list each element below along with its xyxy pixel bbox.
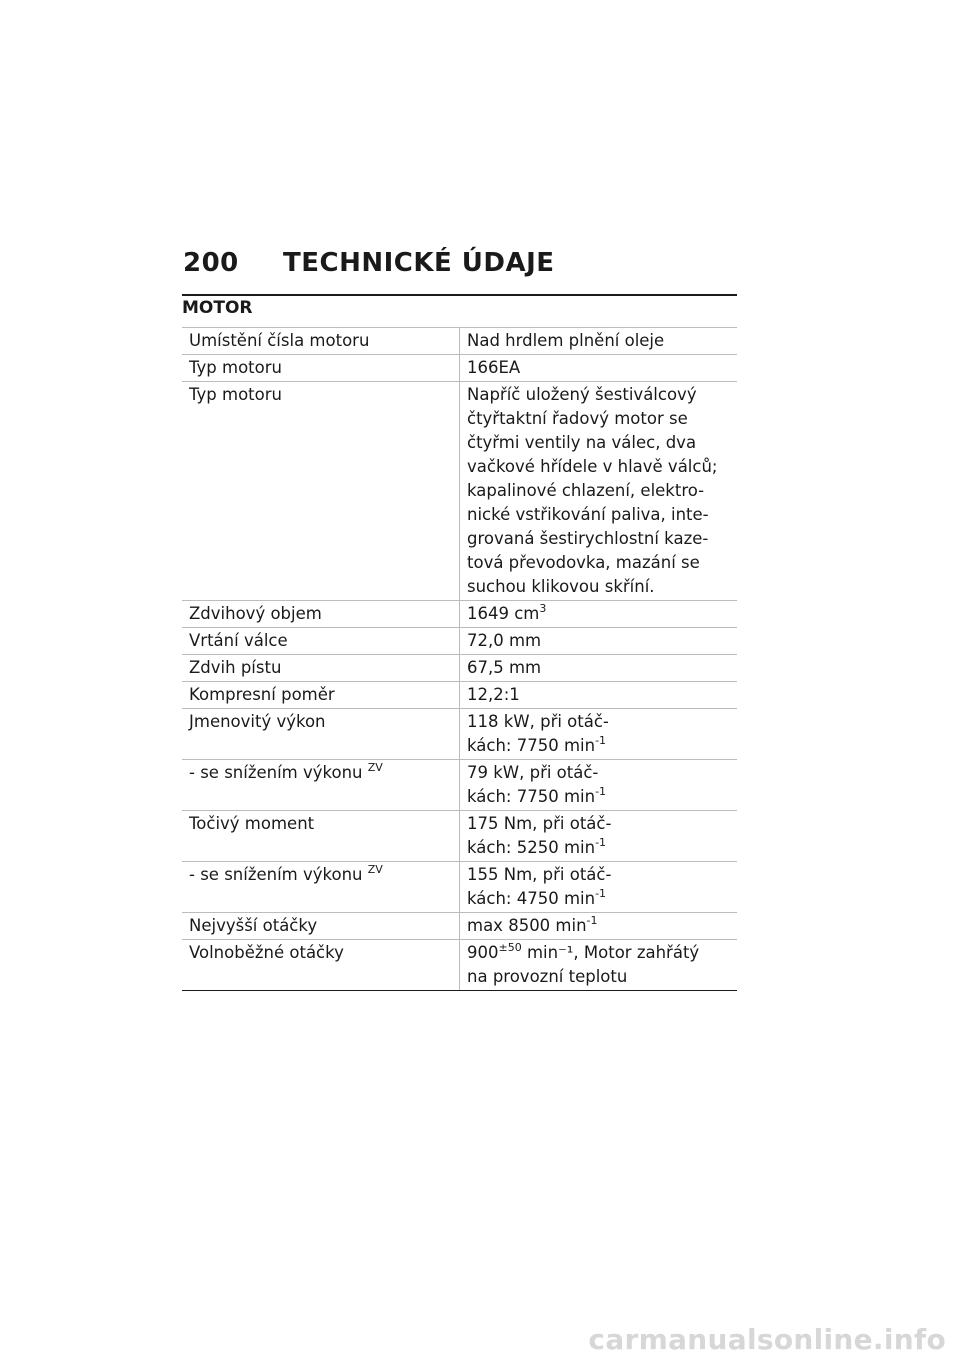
- spec-value: [460, 709, 738, 760]
- engine-spec-table: [182, 328, 737, 991]
- spec-label-text: Točivý moment: [189, 814, 315, 833]
- spec-value-text: 118 kW, při otáč-: [467, 712, 609, 731]
- spec-label-text: Nejvyšší otáčky: [189, 916, 318, 935]
- spec-value-superscript: -1: [595, 886, 607, 900]
- spec-value-line: [467, 503, 731, 527]
- spec-value-line: [467, 656, 731, 680]
- spec-value-superscript: -1: [586, 913, 598, 927]
- table-row: [182, 682, 737, 709]
- spec-value-superscript: -1: [595, 835, 607, 849]
- spec-value-line: [467, 887, 731, 911]
- spec-value-text: 79 kW, při otáč-: [467, 763, 599, 782]
- spec-label-text: Zdvih pístu: [189, 658, 282, 677]
- spec-value-line: [467, 602, 731, 626]
- spec-value-line: [467, 329, 731, 353]
- spec-value-suffix: min⁻¹, Motor zahřátý: [521, 943, 700, 962]
- spec-value-text: vačkové hřídele v hlavě válců;: [467, 457, 718, 476]
- table-row: [182, 355, 737, 382]
- table-row: [182, 760, 737, 811]
- table-row: [182, 709, 737, 760]
- spec-label-text: Umístění čísla motoru: [189, 331, 370, 350]
- spec-label: [182, 328, 460, 355]
- table-row: [182, 382, 737, 601]
- spec-value-text: 166EA: [467, 358, 521, 377]
- spec-value-line: [467, 785, 731, 809]
- spec-label: [182, 709, 460, 760]
- chapter-title: TECHNICKÉ ÚDAJE: [283, 248, 555, 278]
- spec-label: [182, 655, 460, 682]
- spec-value-line: [467, 812, 731, 836]
- spec-label: [182, 382, 460, 601]
- spec-label-text: Zdvihový objem: [189, 604, 322, 623]
- spec-value-text: Napříč uložený šestiválcový: [467, 385, 697, 404]
- spec-value-line: [467, 836, 731, 860]
- spec-value: [460, 355, 738, 382]
- section-rule: [182, 294, 737, 296]
- spec-value-line: [467, 479, 731, 503]
- spec-value-superscript: 3: [539, 601, 547, 615]
- spec-label: [182, 811, 460, 862]
- page-header: [183, 248, 555, 278]
- spec-value: [460, 913, 738, 940]
- spec-value-text: 155 Nm, při otáč-: [467, 865, 612, 884]
- spec-value-line: [467, 383, 731, 407]
- table-row: [182, 811, 737, 862]
- spec-label-text: Typ motoru: [189, 385, 282, 404]
- spec-label: [182, 760, 460, 811]
- spec-label: [182, 682, 460, 709]
- spec-label-superscript: ZV: [367, 760, 383, 774]
- spec-value-text: kách: 7750 min: [467, 736, 596, 755]
- spec-label: [182, 913, 460, 940]
- spec-value: [460, 628, 738, 655]
- spec-value: [460, 760, 738, 811]
- spec-label: [182, 940, 460, 991]
- spec-value-text: čtyřtaktní řadový motor se: [467, 409, 688, 428]
- spec-value-line: [467, 527, 731, 551]
- spec-value: [460, 811, 738, 862]
- table-row: [182, 328, 737, 355]
- spec-value: [460, 940, 738, 991]
- spec-value-text: tová převodovka, mazání se: [467, 553, 700, 572]
- table-row: [182, 601, 737, 628]
- spec-value-text: grovaná šestirychlostní kaze-: [467, 529, 709, 548]
- table-row: [182, 655, 737, 682]
- spec-label-text: Vrtání válce: [189, 631, 288, 650]
- spec-label-text: Typ motoru: [189, 358, 282, 377]
- spec-value-line: [467, 407, 731, 431]
- table-row: [182, 913, 737, 940]
- spec-label: [182, 862, 460, 913]
- watermark: carmanualsonline.info: [588, 1323, 946, 1356]
- spec-value-line: [467, 965, 731, 989]
- spec-value-text: 1649 cm: [467, 604, 540, 623]
- spec-value-text: na provozní teplotu: [467, 967, 628, 986]
- page-number: 200: [183, 248, 239, 278]
- spec-value-text: kách: 5250 min: [467, 838, 596, 857]
- spec-value-text: kách: 7750 min: [467, 787, 596, 806]
- spec-label-superscript: ZV: [367, 862, 383, 876]
- spec-value-line: [467, 941, 731, 965]
- section-title: MOTOR: [182, 298, 253, 318]
- spec-value-text: 72,0 mm: [467, 631, 542, 650]
- spec-label: [182, 355, 460, 382]
- spec-value-text: 900: [467, 943, 499, 962]
- spec-label: [182, 601, 460, 628]
- spec-value: [460, 328, 738, 355]
- spec-value-line: [467, 761, 731, 785]
- spec-label-text: - se snížením výkonu: [189, 865, 368, 884]
- spec-value-superscript: -1: [595, 784, 607, 798]
- spec-value-line: [467, 683, 731, 707]
- spec-value-text: čtyřmi ventily na válec, dva: [467, 433, 697, 452]
- spec-value-text: Nad hrdlem plnění oleje: [467, 331, 665, 350]
- spec-value-superscript: -1: [595, 733, 607, 747]
- spec-value: [460, 655, 738, 682]
- table-row: [182, 628, 737, 655]
- spec-value-text: suchou klikovou skříní.: [467, 577, 655, 596]
- spec-label: [182, 628, 460, 655]
- spec-value-line: [467, 710, 731, 734]
- spec-label-text: Jmenovitý výkon: [189, 712, 326, 731]
- spec-value-line: [467, 356, 731, 380]
- spec-label-text: - se snížením výkonu: [189, 763, 368, 782]
- spec-value-line: [467, 734, 731, 758]
- spec-value: [460, 862, 738, 913]
- spec-value-line: [467, 431, 731, 455]
- spec-value-line: [467, 575, 731, 599]
- spec-value-line: [467, 914, 731, 938]
- spec-value-line: [467, 629, 731, 653]
- spec-value-line: [467, 455, 731, 479]
- spec-value-text: kách: 4750 min: [467, 889, 596, 908]
- spec-label-text: Volnoběžné otáčky: [189, 943, 344, 962]
- spec-value-text: 175 Nm, při otáč-: [467, 814, 612, 833]
- spec-value: [460, 682, 738, 709]
- spec-label-text: Kompresní poměr: [189, 685, 335, 704]
- table-row: [182, 862, 737, 913]
- spec-value-text: nické vstřikování paliva, inte-: [467, 505, 709, 524]
- spec-value-text: max 8500 min: [467, 916, 587, 935]
- spec-value-line: [467, 551, 731, 575]
- spec-value: [460, 382, 738, 601]
- spec-value-text: 12,2:1: [467, 685, 520, 704]
- spec-value-superscript: ±50: [498, 940, 522, 954]
- table-row: [182, 940, 737, 991]
- spec-value-text: kapalinové chlazení, elektro-: [467, 481, 705, 500]
- spec-value-text: 67,5 mm: [467, 658, 542, 677]
- spec-value: [460, 601, 738, 628]
- spec-value-line: [467, 863, 731, 887]
